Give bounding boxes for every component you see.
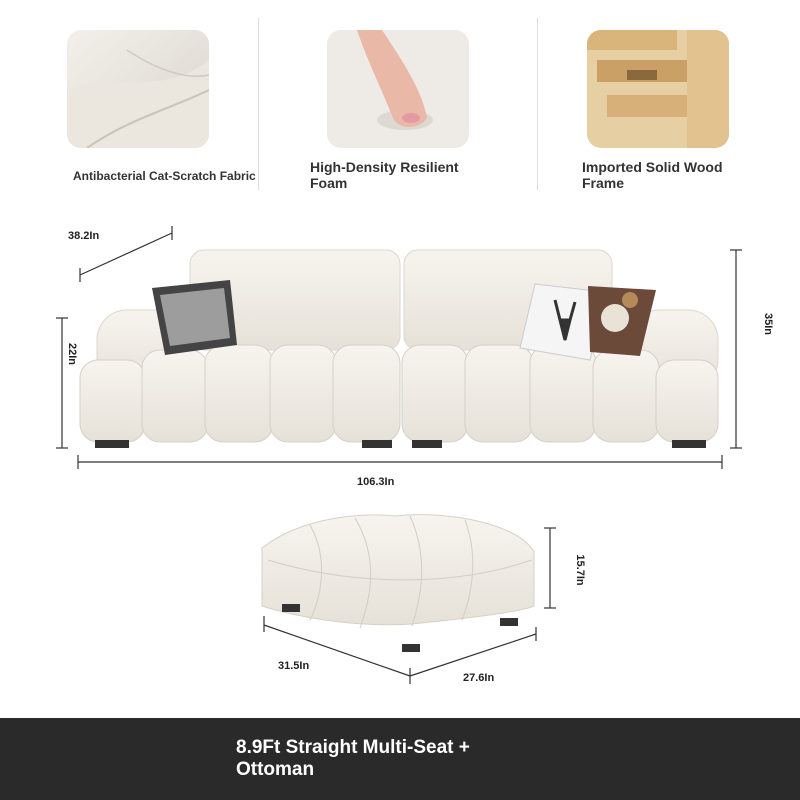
houndstooth-pillow-icon (152, 280, 237, 355)
sofa-depth-label: 38.2In (68, 230, 100, 242)
feature-label-foam: High-Density Resilient Foam (310, 159, 459, 191)
ottoman-height-label: 15.7In (574, 554, 586, 586)
sofa-total-height-label: 35In (762, 312, 774, 335)
sofa-seat-height-label: 22In (66, 342, 78, 365)
sofa-width-label: 106.3In (357, 476, 395, 488)
ottoman-width-label: 27.6In (463, 672, 495, 684)
feature-label-wood: Imported Solid Wood Frame (582, 159, 723, 191)
feature-label-fabric: Antibacterial Cat-Scratch Fabric (73, 169, 256, 183)
product-title: 8.9Ft Straight Multi-Seat + Ottoman (236, 737, 470, 780)
ottoman-illustration (262, 515, 534, 652)
ottoman-length-label: 31.5In (278, 660, 310, 672)
